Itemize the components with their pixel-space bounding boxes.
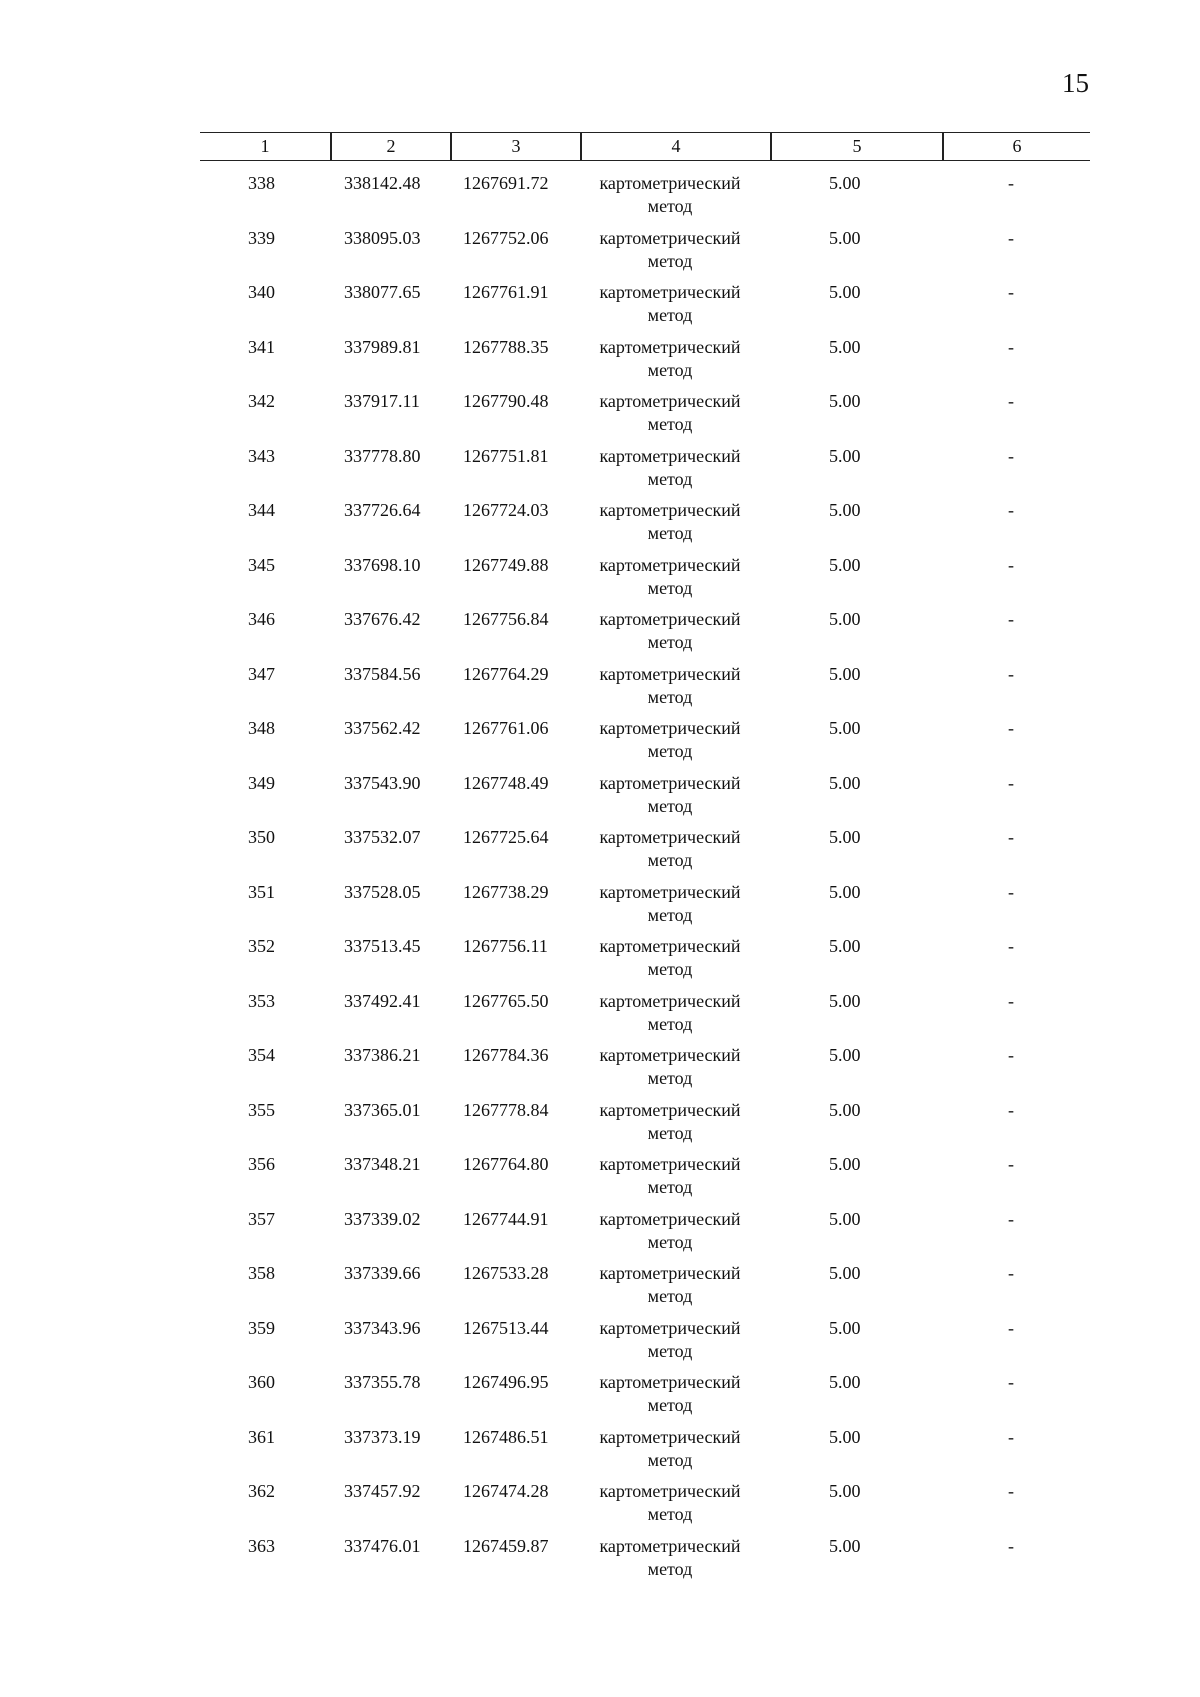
x-coordinate-cell: 337989.81: [344, 336, 421, 357]
y-coordinate-cell: 1267486.51: [463, 1426, 549, 1447]
method-cell: картометрический метод: [599, 1426, 741, 1470]
x-coordinate-cell: 337917.11: [344, 391, 420, 411]
column-header-4: 4: [671, 136, 681, 156]
table-row: [0, 1371, 1200, 1426]
note-cell: -: [1008, 282, 1014, 302]
note-cell: -: [1008, 445, 1014, 466]
table-row: [0, 990, 1200, 1045]
table-row: [0, 390, 1200, 445]
y-coordinate-cell: 1267474.28: [463, 1481, 549, 1501]
accuracy-cell: 5.00: [829, 1317, 861, 1338]
note-cell: -: [1008, 881, 1014, 902]
point-number-cell: 361: [248, 1426, 275, 1447]
x-coordinate-cell: 337365.01: [344, 1099, 421, 1120]
method-cell: картометрический метод: [599, 1317, 741, 1361]
point-number-cell: 345: [248, 554, 275, 575]
table-row: [0, 881, 1200, 936]
accuracy-cell: 5.00: [829, 663, 861, 684]
table-row: [0, 499, 1200, 554]
y-coordinate-cell: 1267751.81: [463, 445, 549, 466]
table-row: [0, 935, 1200, 990]
x-coordinate-cell: 337676.42: [344, 609, 421, 629]
point-number-cell: 347: [248, 663, 275, 684]
column-header-3: 3: [511, 136, 521, 156]
method-cell: картометрический метод: [599, 1372, 741, 1415]
table-row: [0, 172, 1200, 227]
y-coordinate-cell: 1267790.48: [463, 391, 549, 411]
note-cell: -: [1008, 772, 1014, 793]
method-cell: картометрический метод: [599, 1481, 741, 1524]
point-number-cell: 346: [248, 609, 275, 629]
accuracy-cell: 5.00: [829, 227, 861, 248]
accuracy-cell: 5.00: [829, 881, 861, 902]
point-number-cell: 359: [248, 1317, 275, 1338]
x-coordinate-cell: 338142.48: [344, 173, 421, 193]
note-cell: -: [1008, 1045, 1014, 1065]
x-coordinate-cell: 337348.21: [344, 1154, 421, 1174]
accuracy-cell: 5.00: [829, 718, 861, 738]
method-cell: картометрический метод: [599, 827, 741, 870]
x-coordinate-cell: 337513.45: [344, 936, 421, 956]
x-coordinate-cell: 337778.80: [344, 445, 421, 466]
y-coordinate-cell: 1267765.50: [463, 990, 549, 1011]
table-row: [0, 1044, 1200, 1099]
y-coordinate-cell: 1267752.06: [463, 227, 549, 248]
method-cell: картометрический метод: [599, 936, 741, 979]
accuracy-cell: 5.00: [829, 554, 861, 575]
table-row: [0, 227, 1200, 282]
point-number-cell: 352: [248, 936, 275, 956]
y-coordinate-cell: 1267764.29: [463, 663, 549, 684]
table-row: [0, 1426, 1200, 1481]
note-cell: -: [1008, 391, 1014, 411]
x-coordinate-cell: 337726.64: [344, 500, 421, 520]
point-number-cell: 358: [248, 1263, 275, 1283]
y-coordinate-cell: 1267459.87: [463, 1535, 549, 1556]
accuracy-cell: 5.00: [829, 936, 861, 956]
table-row: [0, 826, 1200, 881]
method-cell: картометрический метод: [599, 500, 741, 543]
table-row: [0, 1099, 1200, 1154]
point-number-cell: 357: [248, 1208, 275, 1229]
accuracy-cell: 5.00: [829, 1208, 861, 1229]
point-number-cell: 341: [248, 336, 275, 357]
method-cell: картометрический метод: [599, 772, 741, 816]
table-row: [0, 772, 1200, 827]
method-cell: картометрический метод: [599, 1154, 741, 1197]
note-cell: -: [1008, 1426, 1014, 1447]
note-cell: -: [1008, 173, 1014, 193]
note-cell: -: [1008, 227, 1014, 248]
method-cell: картометрический метод: [599, 227, 741, 271]
point-number-cell: 340: [248, 282, 275, 302]
note-cell: -: [1008, 1263, 1014, 1283]
point-number-cell: 354: [248, 1045, 275, 1065]
note-cell: -: [1008, 554, 1014, 575]
x-coordinate-cell: 337373.19: [344, 1426, 421, 1447]
y-coordinate-cell: 1267738.29: [463, 881, 549, 902]
x-coordinate-cell: 337476.01: [344, 1535, 421, 1556]
point-number-cell: 339: [248, 227, 275, 248]
table-row: [0, 717, 1200, 772]
point-number-cell: 360: [248, 1372, 275, 1392]
point-number-cell: 349: [248, 772, 275, 793]
point-number-cell: 363: [248, 1535, 275, 1556]
method-cell: картометрический метод: [599, 990, 741, 1034]
point-number-cell: 356: [248, 1154, 275, 1174]
x-coordinate-cell: 337339.02: [344, 1208, 421, 1229]
table-header: [200, 132, 1090, 161]
column-header-6: 6: [1012, 136, 1022, 156]
accuracy-cell: 5.00: [829, 391, 861, 411]
column-header-5: 5: [852, 136, 862, 156]
method-cell: картометрический метод: [599, 609, 741, 652]
y-coordinate-cell: 1267761.06: [463, 718, 549, 738]
table-row: [0, 663, 1200, 718]
method-cell: картометрический метод: [599, 173, 741, 216]
accuracy-cell: 5.00: [829, 1535, 861, 1556]
accuracy-cell: 5.00: [829, 1372, 861, 1392]
y-coordinate-cell: 1267784.36: [463, 1045, 549, 1065]
note-cell: -: [1008, 936, 1014, 956]
y-coordinate-cell: 1267764.80: [463, 1154, 549, 1174]
accuracy-cell: 5.00: [829, 772, 861, 793]
point-number-cell: 353: [248, 990, 275, 1011]
y-coordinate-cell: 1267749.88: [463, 554, 549, 575]
point-number-cell: 355: [248, 1099, 275, 1120]
note-cell: -: [1008, 1154, 1014, 1174]
point-number-cell: 362: [248, 1481, 275, 1501]
accuracy-cell: 5.00: [829, 1426, 861, 1447]
accuracy-cell: 5.00: [829, 282, 861, 302]
note-cell: -: [1008, 1481, 1014, 1501]
y-coordinate-cell: 1267513.44: [463, 1317, 549, 1338]
accuracy-cell: 5.00: [829, 336, 861, 357]
table-row: [0, 554, 1200, 609]
note-cell: -: [1008, 500, 1014, 520]
accuracy-cell: 5.00: [829, 1481, 861, 1501]
x-coordinate-cell: 337543.90: [344, 772, 421, 793]
point-number-cell: 351: [248, 881, 275, 902]
column-header-1: 1: [260, 136, 270, 156]
note-cell: -: [1008, 718, 1014, 738]
x-coordinate-cell: 337339.66: [344, 1263, 421, 1283]
x-coordinate-cell: 337528.05: [344, 881, 421, 902]
method-cell: картометрический метод: [599, 336, 741, 380]
table-row: [0, 1317, 1200, 1372]
y-coordinate-cell: 1267744.91: [463, 1208, 549, 1229]
x-coordinate-cell: 338077.65: [344, 282, 421, 302]
x-coordinate-cell: 337343.96: [344, 1317, 421, 1338]
accuracy-cell: 5.00: [829, 500, 861, 520]
note-cell: -: [1008, 1208, 1014, 1229]
x-coordinate-cell: 337698.10: [344, 554, 421, 575]
x-coordinate-cell: 337457.92: [344, 1481, 421, 1501]
note-cell: -: [1008, 663, 1014, 684]
note-cell: -: [1008, 990, 1014, 1011]
y-coordinate-cell: 1267496.95: [463, 1372, 549, 1392]
note-cell: -: [1008, 336, 1014, 357]
point-number-cell: 350: [248, 827, 275, 847]
page-number: 15: [1062, 68, 1089, 98]
x-coordinate-cell: 337584.56: [344, 663, 421, 684]
y-coordinate-cell: 1267788.35: [463, 336, 549, 357]
accuracy-cell: 5.00: [829, 1154, 861, 1174]
method-cell: картометрический метод: [599, 391, 741, 434]
method-cell: картометрический метод: [599, 1263, 741, 1306]
point-number-cell: 338: [248, 173, 275, 193]
x-coordinate-cell: 337386.21: [344, 1045, 421, 1065]
x-coordinate-cell: 337355.78: [344, 1372, 421, 1392]
accuracy-cell: 5.00: [829, 1099, 861, 1120]
table-row: [0, 608, 1200, 663]
table-row: [0, 1480, 1200, 1535]
y-coordinate-cell: 1267778.84: [463, 1099, 549, 1120]
y-coordinate-cell: 1267724.03: [463, 500, 549, 520]
x-coordinate-cell: 337492.41: [344, 990, 421, 1011]
note-cell: -: [1008, 1317, 1014, 1338]
method-cell: картометрический метод: [599, 1535, 741, 1579]
accuracy-cell: 5.00: [829, 1045, 861, 1065]
point-number-cell: 344: [248, 500, 275, 520]
y-coordinate-cell: 1267748.49: [463, 772, 549, 793]
note-cell: -: [1008, 1372, 1014, 1392]
accuracy-cell: 5.00: [829, 990, 861, 1011]
y-coordinate-cell: 1267756.84: [463, 609, 549, 629]
table-row: [0, 1262, 1200, 1317]
table-row: [0, 336, 1200, 391]
method-cell: картометрический метод: [599, 1045, 741, 1088]
note-cell: -: [1008, 1099, 1014, 1120]
column-header-2: 2: [386, 136, 396, 156]
note-cell: -: [1008, 827, 1014, 847]
y-coordinate-cell: 1267756.11: [463, 936, 548, 956]
method-cell: картометрический метод: [599, 445, 741, 489]
accuracy-cell: 5.00: [829, 609, 861, 629]
table-row: [0, 1208, 1200, 1263]
accuracy-cell: 5.00: [829, 827, 861, 847]
accuracy-cell: 5.00: [829, 173, 861, 193]
method-cell: картометрический метод: [599, 718, 741, 761]
method-cell: картометрический метод: [599, 1099, 741, 1143]
x-coordinate-cell: 337562.42: [344, 718, 421, 738]
table-row: [0, 1535, 1200, 1590]
note-cell: -: [1008, 1535, 1014, 1556]
method-cell: картометрический метод: [599, 663, 741, 707]
accuracy-cell: 5.00: [829, 445, 861, 466]
accuracy-cell: 5.00: [829, 1263, 861, 1283]
y-coordinate-cell: 1267725.64: [463, 827, 549, 847]
y-coordinate-cell: 1267761.91: [463, 282, 549, 302]
note-cell: -: [1008, 609, 1014, 629]
point-number-cell: 343: [248, 445, 275, 466]
method-cell: картометрический метод: [599, 881, 741, 925]
method-cell: картометрический метод: [599, 554, 741, 598]
method-cell: картометрический метод: [599, 282, 741, 325]
method-cell: картометрический метод: [599, 1208, 741, 1252]
y-coordinate-cell: 1267691.72: [463, 173, 549, 193]
y-coordinate-cell: 1267533.28: [463, 1263, 549, 1283]
x-coordinate-cell: 337532.07: [344, 827, 421, 847]
table-row: [0, 445, 1200, 500]
table-row: [0, 1153, 1200, 1208]
x-coordinate-cell: 338095.03: [344, 227, 421, 248]
table-row: [0, 281, 1200, 336]
point-number-cell: 348: [248, 718, 275, 738]
point-number-cell: 342: [248, 391, 275, 411]
